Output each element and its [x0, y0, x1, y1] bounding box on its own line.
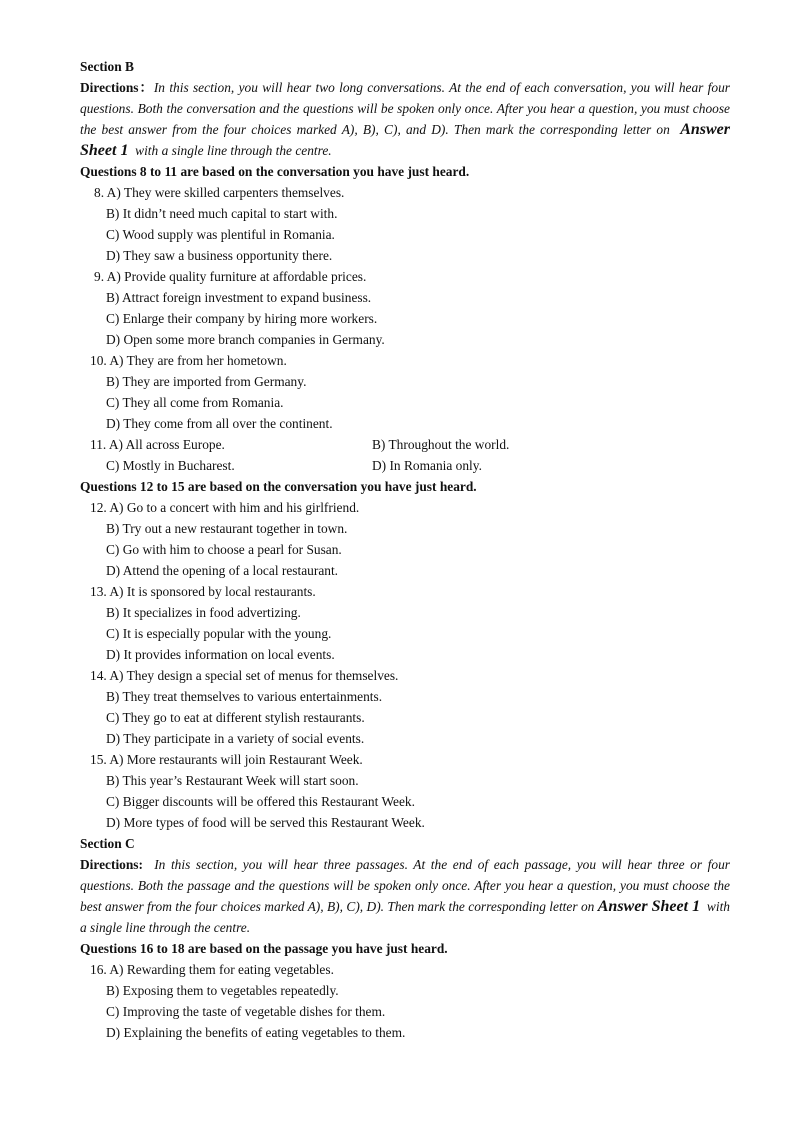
option-c: C) Improving the taste of vegetable dishes for them.: [106, 1004, 386, 1019]
directions-text: In this section, you will hear two long conversations. At the end of each conversation, you will hear four questions. Both the conversation and the questions will be spoken only once. After you hear a question, you must choose the best answer from the four choices marked A), B), C), and D). Then mark the corresponding letter on: [80, 80, 730, 137]
question-15: [80, 749, 730, 833]
question-10: [80, 350, 730, 434]
option-a: 15. A) More restaurants will join Restaurant Week.: [90, 752, 363, 767]
option-d: D) Open some more branch companies in Germany.: [106, 332, 385, 347]
option-d: D) They saw a business opportunity there.: [106, 248, 333, 263]
option-b: B) They are imported from Germany.: [106, 374, 307, 389]
option-c: C) It is especially popular with the young.: [106, 626, 332, 641]
section-c-directions: [80, 854, 730, 938]
option-a: 11. A) All across Europe.: [90, 437, 225, 452]
option-c: C) Wood supply was plentiful in Romania.: [106, 227, 335, 242]
option-b: B) Throughout the world.: [372, 437, 510, 452]
option-d: D) In Romania only.: [372, 458, 482, 473]
option-c: C) They go to eat at different stylish restaurants.: [106, 710, 365, 725]
question-16: [80, 959, 730, 1043]
option-a: 13. A) It is sponsored by local restaurants.: [90, 584, 316, 599]
option-b: B) They treat themselves to various entertainments.: [106, 689, 383, 704]
option-a: 16. A) Rewarding them for eating vegetables.: [90, 962, 334, 977]
question-11: [80, 434, 730, 476]
option-d: D) More types of food will be served this Restaurant Week.: [106, 815, 425, 830]
question-14: [80, 665, 730, 749]
option-d: D) They participate in a variety of social events.: [106, 731, 365, 746]
option-b: B) It specializes in food advertizing.: [106, 605, 301, 620]
section-b-directions: [80, 77, 730, 161]
option-b: B) Try out a new restaurant together in town.: [106, 521, 348, 536]
section-b-title: Section B: [80, 59, 134, 74]
option-d: D) It provides information on local events.: [106, 647, 335, 662]
option-a: 8. A) They were skilled carpenters themselves.: [94, 185, 345, 200]
directions-tail: with a single line through the centre.: [135, 143, 332, 158]
option-c: C) Mostly in Bucharest.: [106, 458, 235, 473]
group-heading: Questions 8 to 11 are based on the conversation you have just heard.: [80, 164, 470, 179]
question-13: [80, 581, 730, 665]
option-b: B) Attract foreign investment to expand business.: [106, 290, 372, 305]
exam-page: [80, 56, 730, 1043]
answer-sheet-label: Answer Sheet 1: [597, 898, 701, 915]
option-c: C) They all come from Romania.: [106, 395, 284, 410]
directions-tail: with a single line through the centre.: [80, 899, 730, 935]
answer-sheet-label: Answer Sheet 1: [80, 121, 730, 159]
option-b: B) Exposing them to vegetables repeatedly.: [106, 983, 339, 998]
option-c: C) Bigger discounts will be offered this Restaurant Week.: [106, 794, 415, 809]
option-a: 10. A) They are from her hometown.: [90, 353, 287, 368]
directions-label: Directions：: [80, 80, 154, 95]
section-c-title: Section C: [80, 836, 135, 851]
directions-label: Directions:: [80, 857, 143, 872]
directions-text: In this section, you will hear three passages. At the end of each passage, you will hear three or four questions. Both the passage and the questions will be spoken only once. After you hear a question, you must choose the best answer from the four choices marked A), B), C), D). Then mark the corresponding letter on: [80, 857, 730, 914]
option-b: B) This year’s Restaurant Week will start soon.: [106, 773, 359, 788]
option-a: 9. A) Provide quality furniture at affordable prices.: [94, 269, 367, 284]
option-c: C) Go with him to choose a pearl for Susan.: [106, 542, 342, 557]
option-b: B) It didn’t need much capital to start with.: [106, 206, 338, 221]
option-d: D) They come from all over the continent.: [106, 416, 333, 431]
option-d: D) Attend the opening of a local restaurant.: [106, 563, 339, 578]
option-a: 12. A) Go to a concert with him and his girlfriend.: [90, 500, 360, 515]
option-c: C) Enlarge their company by hiring more workers.: [106, 311, 378, 326]
group-heading: Questions 12 to 15 are based on the conversation you have just heard.: [80, 479, 477, 494]
group-heading: Questions 16 to 18 are based on the passage you have just heard.: [80, 941, 448, 956]
question-9: [80, 266, 730, 350]
question-8: [80, 182, 730, 266]
question-12: [80, 497, 730, 581]
option-d: D) Explaining the benefits of eating vegetables to them.: [106, 1025, 406, 1040]
option-a: 14. A) They design a special set of menus for themselves.: [90, 668, 399, 683]
